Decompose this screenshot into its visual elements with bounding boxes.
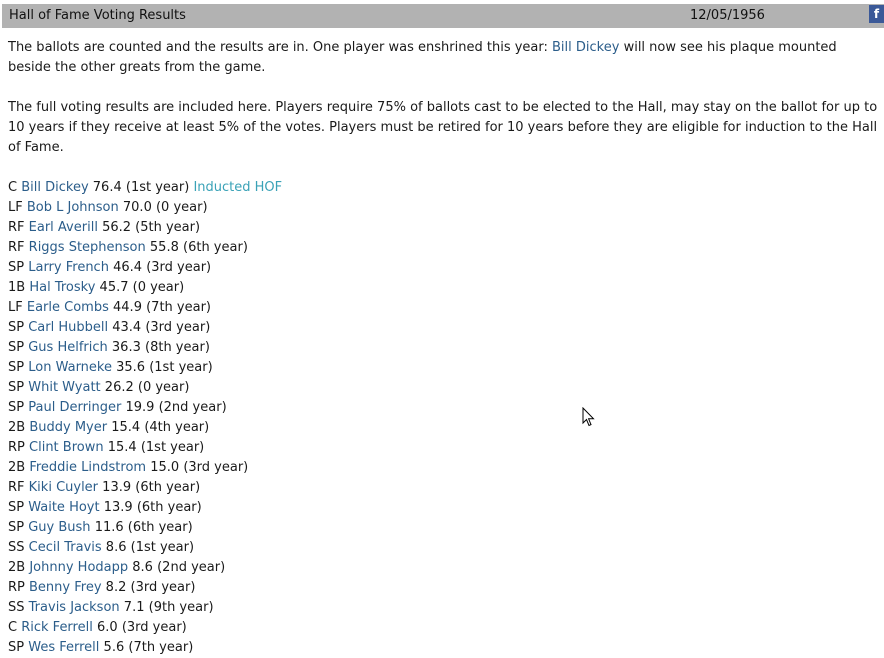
- ballot-years: (0 year): [155, 200, 208, 215]
- player-link[interactable]: Riggs Stephenson: [28, 240, 146, 255]
- ballot-years: (0 year): [132, 280, 185, 295]
- vote-percent: 15.4: [111, 420, 141, 435]
- player-position: RF: [8, 480, 25, 495]
- ballot-years: (6th year): [135, 480, 201, 495]
- player-link[interactable]: Gus Helfrich: [28, 340, 108, 355]
- player-position: SP: [8, 320, 25, 335]
- player-position: LF: [8, 300, 23, 315]
- intro-text: The ballots are counted and the results are in. One player was enshrined this year:: [8, 40, 553, 55]
- player-position: RP: [8, 440, 25, 455]
- player-position: SP: [8, 360, 25, 375]
- result-row: [8, 518, 878, 538]
- vote-percent: 76.4: [92, 180, 122, 195]
- results-list: [8, 178, 878, 658]
- player-link[interactable]: Bob L Johnson: [26, 200, 119, 215]
- vote-percent: 55.8: [149, 240, 179, 255]
- vote-percent: 45.7: [99, 280, 129, 295]
- result-row: [8, 298, 878, 318]
- result-row: [8, 178, 878, 198]
- ballot-years: (2nd year): [157, 560, 226, 575]
- player-link[interactable]: Freddie Lindstrom: [29, 460, 147, 475]
- vote-percent: 13.9: [103, 500, 133, 515]
- player-position: SS: [8, 540, 25, 555]
- ballot-years: (6th year): [136, 500, 202, 515]
- player-link[interactable]: Kiki Cuyler: [28, 480, 99, 495]
- result-row: [8, 378, 878, 398]
- player-position: SP: [8, 260, 25, 275]
- player-position: 2B: [8, 460, 26, 475]
- ballot-years: (3rd year): [130, 580, 196, 595]
- ballot-years: (1st year): [125, 180, 190, 195]
- facebook-icon[interactable]: f: [869, 5, 884, 23]
- vote-percent: 70.0: [122, 200, 152, 215]
- header-date: 12/05/1956: [690, 8, 765, 23]
- result-row: [8, 338, 878, 358]
- vote-percent: 26.2: [104, 380, 134, 395]
- intro-text-end: will now see his plaque mounted beside the other greats from the game.: [8, 40, 837, 75]
- ballot-years: (1st year): [130, 540, 195, 555]
- player-link[interactable]: Bill Dickey: [21, 180, 89, 195]
- ballot-years: (4th year): [144, 420, 210, 435]
- player-position: SP: [8, 520, 25, 535]
- player-position: LF: [8, 200, 23, 215]
- vote-percent: 35.6: [116, 360, 146, 375]
- ballot-years: (7th year): [146, 300, 211, 315]
- player-position: SP: [8, 380, 25, 395]
- ballot-years: (2nd year): [158, 400, 227, 415]
- player-link[interactable]: Rick Ferrell: [21, 620, 93, 635]
- player-position: SP: [8, 500, 25, 515]
- vote-percent: 8.6: [105, 540, 127, 555]
- ballot-years: (7th year): [128, 640, 194, 655]
- result-row: [8, 418, 878, 438]
- result-row: [8, 598, 878, 618]
- player-position: SP: [8, 340, 25, 355]
- intro-paragraph: [8, 38, 878, 78]
- vote-percent: 15.0: [150, 460, 180, 475]
- player-position: RF: [8, 240, 25, 255]
- player-position: 2B: [8, 420, 26, 435]
- player-link[interactable]: Earle Combs: [26, 300, 109, 315]
- player-link[interactable]: Lon Warneke: [28, 360, 112, 375]
- player-link[interactable]: Hal Trosky: [29, 280, 96, 295]
- result-row: [8, 218, 878, 238]
- content: [8, 38, 878, 658]
- page-title: Hall of Fame Voting Results: [9, 8, 186, 23]
- vote-percent: 36.3: [111, 340, 141, 355]
- vote-percent: 13.9: [102, 480, 132, 495]
- vote-percent: 8.2: [105, 580, 127, 595]
- vote-percent: 44.9: [113, 300, 142, 315]
- player-link[interactable]: Clint Brown: [29, 440, 104, 455]
- result-row: [8, 438, 878, 458]
- result-row: [8, 618, 878, 638]
- player-position: 1B: [8, 280, 26, 295]
- player-position: SP: [8, 400, 25, 415]
- player-link[interactable]: Whit Wyatt: [28, 380, 101, 395]
- player-link[interactable]: Cecil Travis: [28, 540, 102, 555]
- player-link[interactable]: Earl Averill: [28, 220, 98, 235]
- vote-percent: 15.4: [107, 440, 137, 455]
- ballot-years: (0 year): [137, 380, 190, 395]
- ballot-years: (3rd year): [146, 260, 212, 275]
- ballot-years: (1st year): [140, 440, 205, 455]
- ballot-years: (1st year): [149, 360, 213, 375]
- result-row: [8, 578, 878, 598]
- result-row: [8, 398, 878, 418]
- player-link[interactable]: Carl Hubbell: [28, 320, 109, 335]
- player-position: 2B: [8, 560, 26, 575]
- player-position: C: [8, 620, 18, 635]
- mouse-cursor-icon: [582, 407, 595, 427]
- result-row: [8, 198, 878, 218]
- player-link[interactable]: Travis Jackson: [28, 600, 120, 615]
- page-header: [2, 4, 884, 28]
- vote-percent: 11.6: [94, 520, 124, 535]
- vote-percent: 19.9: [125, 400, 155, 415]
- player-link[interactable]: Waite Hoyt: [28, 500, 100, 515]
- vote-percent: 5.6: [103, 640, 125, 655]
- player-link[interactable]: Benny Frey: [29, 580, 102, 595]
- ballot-years: (6th year): [183, 240, 248, 255]
- result-row: [8, 458, 878, 478]
- result-row: [8, 358, 878, 378]
- ballot-years: (3rd year): [121, 620, 187, 635]
- result-row: [8, 558, 878, 578]
- inducted-badge: Inducted HOF: [193, 180, 283, 195]
- result-row: [8, 638, 878, 658]
- vote-percent: 43.4: [112, 320, 142, 335]
- vote-percent: 56.2: [102, 220, 132, 235]
- rules-paragraph: The full voting results are included here. Players require 75% of ballots cast to be elected to the Hall, may stay on the ballot for up to 10 years if they receive at least 5% of the votes. Players must be retired for 10 years before they are eligible for induction to the Hall of Fame.: [8, 100, 878, 155]
- player-position: SP: [8, 640, 25, 655]
- ballot-years: (9th year): [148, 600, 214, 615]
- player-position: RF: [8, 220, 25, 235]
- player-link[interactable]: Johnny Hodapp: [29, 560, 129, 575]
- vote-percent: 46.4: [113, 260, 143, 275]
- ballot-years: (5th year): [135, 220, 201, 235]
- player-link[interactable]: Buddy Myer: [29, 420, 108, 435]
- player-position: SS: [8, 600, 25, 615]
- player-link[interactable]: Wes Ferrell: [28, 640, 100, 655]
- result-row: [8, 478, 878, 498]
- ballot-years: (3rd year): [183, 460, 249, 475]
- vote-percent: 6.0: [96, 620, 118, 635]
- vote-percent: 7.1: [123, 600, 145, 615]
- player-position: RP: [8, 580, 25, 595]
- result-row: [8, 258, 878, 278]
- ballot-years: (6th year): [127, 520, 193, 535]
- inductee-link[interactable]: Bill Dickey: [552, 40, 620, 55]
- vote-percent: 8.6: [132, 560, 153, 575]
- player-position: C: [8, 180, 18, 195]
- player-link[interactable]: Larry French: [28, 260, 109, 275]
- result-row: [8, 278, 878, 298]
- ballot-years: (8th year): [145, 340, 210, 355]
- ballot-years: (3rd year): [145, 320, 211, 335]
- result-row: [8, 538, 878, 558]
- player-link[interactable]: Paul Derringer: [28, 400, 122, 415]
- result-row: [8, 238, 878, 258]
- result-row: [8, 318, 878, 338]
- player-link[interactable]: Guy Bush: [28, 520, 91, 535]
- result-row: [8, 498, 878, 518]
